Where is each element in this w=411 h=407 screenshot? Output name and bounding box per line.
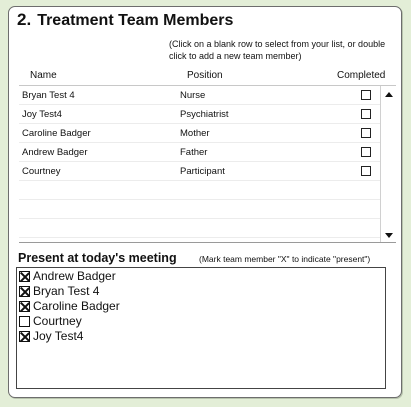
member-position: Psychiatrist (180, 109, 229, 120)
table-scrollbar[interactable] (380, 86, 396, 243)
member-name: Courtney (22, 166, 61, 177)
member-position: Father (180, 147, 208, 158)
present-title: Present at today's meeting (18, 251, 177, 265)
present-member-name: Courtney (33, 314, 82, 328)
column-header-completed: Completed (337, 70, 386, 81)
member-position: Mother (180, 128, 210, 139)
scroll-down-arrow-icon[interactable] (385, 233, 393, 238)
table-row-blank[interactable] (19, 200, 380, 219)
section-title (17, 10, 233, 30)
completed-checkbox[interactable] (361, 109, 371, 119)
treatment-team-panel (8, 6, 402, 398)
present-list-item[interactable] (17, 299, 385, 314)
section-title-text: Treatment Team Members (37, 12, 234, 29)
member-name: Bryan Test 4 (22, 90, 75, 101)
team-members-table[interactable] (19, 85, 396, 243)
column-header-position: Position (187, 70, 223, 81)
present-checkbox[interactable] (19, 316, 30, 327)
member-position: Participant (180, 166, 225, 177)
present-checkbox[interactable] (19, 286, 30, 297)
member-position: Nurse (180, 90, 206, 101)
member-name: Caroline Badger (22, 128, 91, 139)
table-row[interactable] (19, 143, 380, 162)
present-member-name: Bryan Test 4 (33, 284, 100, 298)
completed-checkbox[interactable] (361, 90, 371, 100)
present-list-item[interactable] (17, 329, 385, 344)
team-members-rows (19, 86, 380, 238)
table-row[interactable] (19, 105, 380, 124)
table-row-blank[interactable] (19, 219, 380, 238)
present-list-item[interactable] (17, 284, 385, 299)
table-row[interactable] (19, 162, 380, 181)
present-checkbox[interactable] (19, 331, 30, 342)
present-list-item[interactable] (17, 314, 385, 329)
present-checkbox[interactable] (19, 301, 30, 312)
present-list-item[interactable] (17, 269, 385, 284)
table-row[interactable] (19, 86, 380, 105)
section-hint: (Click on a blank row to select from your list, or double click to add a new team member) (169, 39, 386, 61)
column-header-name: Name (30, 70, 57, 81)
present-members-list[interactable] (16, 267, 386, 389)
table-row[interactable] (19, 124, 380, 143)
present-member-name: Joy Test4 (33, 329, 84, 343)
present-member-name: Caroline Badger (33, 299, 120, 313)
completed-checkbox[interactable] (361, 166, 371, 176)
table-row-blank[interactable] (19, 181, 380, 200)
present-hint: (Mark team member "X" to indicate "present") (199, 254, 371, 264)
completed-checkbox[interactable] (361, 128, 371, 138)
present-checkbox[interactable] (19, 271, 30, 282)
completed-checkbox[interactable] (361, 147, 371, 157)
member-name: Andrew Badger (22, 147, 88, 158)
member-name: Joy Test4 (22, 109, 62, 120)
present-member-name: Andrew Badger (33, 269, 116, 283)
scroll-up-arrow-icon[interactable] (385, 92, 393, 97)
section-number: 2. (17, 10, 32, 29)
